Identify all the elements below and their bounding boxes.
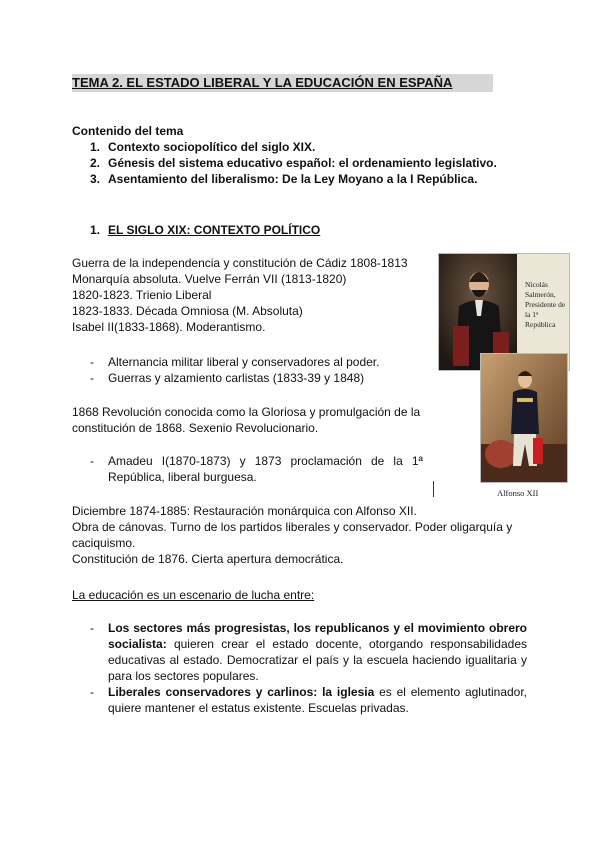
section-heading: EL SIGLO XIX: CONTEXTO POLÍTICO xyxy=(108,223,321,237)
list-item: - Alternancia militar liberal y conservadores al poder. xyxy=(90,355,380,369)
timeline-line: 1823-1833. Década Omniosa (M. Absoluta) xyxy=(72,304,303,318)
salmeron-caption: Nicolás Salmerón, Presidente de la 1ª República xyxy=(525,280,566,329)
alfonso-portrait xyxy=(480,353,568,483)
education-heading: La educación es un escenario de lucha entre: xyxy=(72,588,315,602)
list-item: - Amadeu I(1870-1873) y 1873 proclamación de la 1ª República, liberal burguesa. xyxy=(90,454,423,484)
contents-item: 3. Asentamiento del liberalismo: De la Ley Moyano a la I República. xyxy=(90,172,478,186)
timeline-line: Monarquía absoluta. Vuelve Ferrán VII (1813-1820) xyxy=(72,272,347,286)
alfonso-portrait-image xyxy=(481,354,567,482)
list-item: - Liberales conservadores y carlinos: la iglesia es el elemento aglutinador, quiere mantener el estatus existente. Escuelas privadas. xyxy=(90,685,528,715)
timeline-line: Isabel II(1833-1868). Moderantismo. xyxy=(72,320,266,334)
revolution-paragraph: 1868 Revolución conocida como la Gloriosa y promulgación de la constitución de 1868. Sexenio Revolucionario. xyxy=(72,405,421,435)
contents-list xyxy=(72,139,497,187)
restoration-paragraph: Diciembre 1874-1885: Restauración monárquica con Alfonso XII. Obra de cánovas. Turno de los partidos liberales y conservador. Poder oligarquía y caciquismo. Constitución de 1876. Cierta apertura democrática. xyxy=(72,504,513,566)
text-cursor xyxy=(433,481,434,497)
list-item: - Los sectores más progresistas, los republicanos y el movimiento obrero socialista: quieren crear el estado docente, otorgando responsabilidades educativas al estado. Democratizar el país y la escuela haciendo igualitaria y para los sectores populares. xyxy=(90,621,527,683)
section-number: 1. xyxy=(90,223,101,237)
timeline-line: 1820-1823. Trienio Liberal xyxy=(72,288,212,302)
timeline-line: Guerra de la independencia y constitución de Cádiz 1808-1813 xyxy=(72,256,408,270)
contents-item: 1. Contexto sociopolítico del siglo XIX. xyxy=(90,140,316,154)
contents-heading: Contenido del tema xyxy=(72,124,184,138)
education-list xyxy=(90,620,527,716)
alfonso-caption: Alfonso XII xyxy=(497,488,539,498)
document-title: TEMA 2. EL ESTADO LIBERAL Y LA EDUCACIÓN EN ESPAÑA xyxy=(72,74,493,92)
timeline-block xyxy=(72,255,408,335)
list-item: - Guerras y alzamiento carlistas (1833-39 y 1848) xyxy=(90,371,365,385)
contents-item: 2. Génesis del sistema educativo español: el ordenamiento legislativo. xyxy=(90,156,497,170)
bullet-list xyxy=(90,354,420,386)
bullet-list xyxy=(90,453,423,485)
